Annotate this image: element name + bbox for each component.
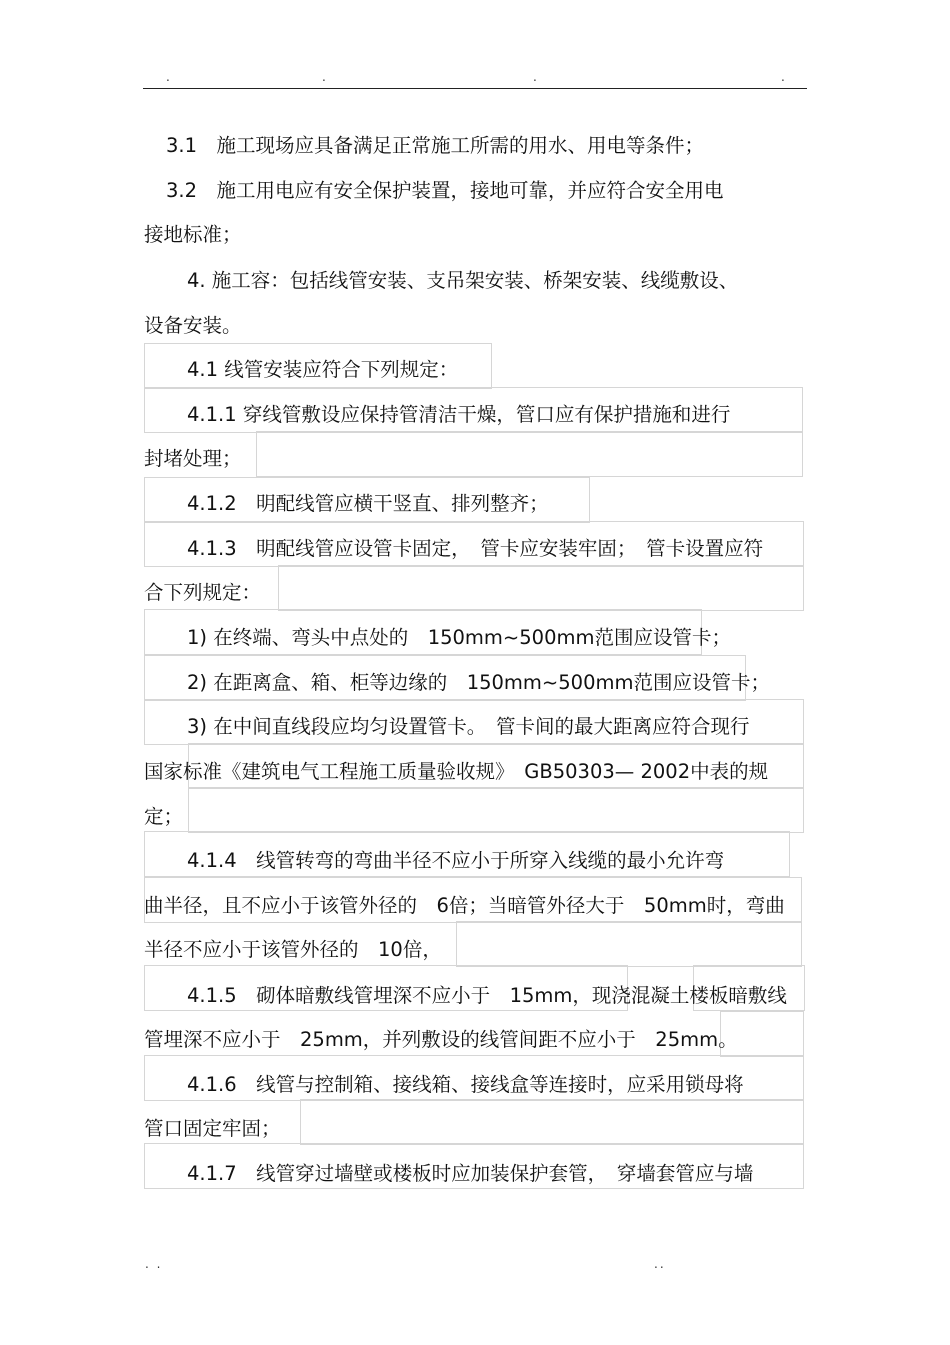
header-rule xyxy=(143,88,807,89)
scan-box xyxy=(300,1099,804,1145)
text-line: 国家标准《建筑电气工程施工质量验收规》 GB50303— 2002中表的规 xyxy=(144,760,769,783)
header-dot: . xyxy=(322,70,326,84)
footer-dots-left: . . xyxy=(145,1257,163,1271)
text-line: 4.1 线管安装应符合下列规定： xyxy=(187,358,459,381)
text-line: 3.2 施工用电应有安全保护装置，接地可靠，并应符合安全用电 xyxy=(166,179,724,202)
text-line: 4.1.4 线管转弯的弯曲半径不应小于所穿入线缆的最小允许弯 xyxy=(187,849,725,872)
header-dot: . xyxy=(166,70,170,84)
text-line: 4.1.5 砌体暗敷线管埋深不应小于 15mm，现浇混凝土楼板暗敷线 xyxy=(187,984,787,1007)
text-line: 4.1.1 穿线管敷设应保持管清洁干燥，管口应有保护措施和进行 xyxy=(187,403,731,426)
scan-box xyxy=(278,565,804,611)
text-line: 4.1.2 明配线管应横干竖直、排列整齐； xyxy=(187,492,549,515)
text-line: 定； xyxy=(144,805,184,828)
text-line: 封堵处理； xyxy=(144,447,242,470)
scan-box xyxy=(456,921,802,967)
text-line: 接地标准； xyxy=(144,223,242,246)
text-line: 设备安装。 xyxy=(144,314,242,337)
text-line: 管口固定牢固； xyxy=(144,1117,281,1140)
text-line: 2) 在距离盒、箱、柜等边缘的 150mm~500mm范围应设管卡； xyxy=(187,671,770,694)
scan-box xyxy=(188,787,804,833)
text-line: 4.1.3 明配线管应设管卡固定， 管卡应安装牢固； 管卡设置应符 xyxy=(187,537,764,560)
text-line: 4. 施工容：包括线管安装、支吊架安装、桥架安装、线缆敷设、 xyxy=(187,269,739,292)
header-dot: . xyxy=(781,70,785,84)
text-line: 4.1.6 线管与控制箱、接线箱、接线盒等连接时，应采用锁母将 xyxy=(187,1073,744,1096)
text-line: 合下列规定： xyxy=(144,581,262,604)
text-line: 曲半径，且不应小于该管外径的 6倍；当暗管外径大于 50mm时，弯曲 xyxy=(144,894,785,917)
text-line: 3) 在中间直线段应均匀设置管卡。 管卡间的最大距离应符合现行 xyxy=(187,715,750,738)
text-line: 1) 在终端、弯头中点处的 150mm~500mm范围应设管卡； xyxy=(187,626,731,649)
footer-dots-right: .. xyxy=(654,1257,666,1271)
text-line: 3.1 施工现场应具备满足正常施工所需的用水、用电等条件； xyxy=(166,134,705,157)
text-line: 管埋深不应小于 25mm，并列敷设的线管间距不应小于 25mm。 xyxy=(144,1028,738,1051)
text-line: 半径不应小于该管外径的 10倍， xyxy=(144,938,442,961)
scan-box xyxy=(256,431,803,477)
header-dot: . xyxy=(533,70,537,84)
text-line: 4.1.7 线管穿过墙壁或楼板时应加装保护套管， 穿墙套管应与墙 xyxy=(187,1162,754,1185)
